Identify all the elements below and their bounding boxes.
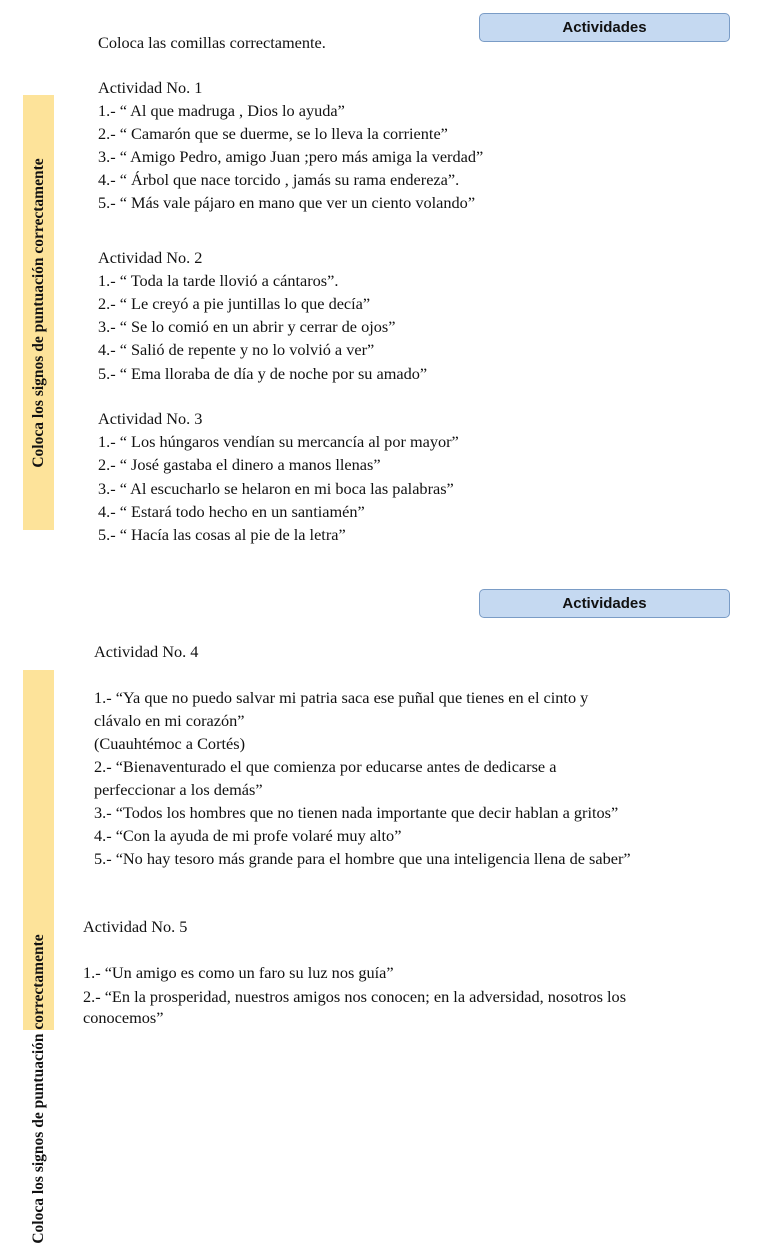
activity-item: 1.- “ Al que madruga , Dios lo ayuda” [98, 101, 345, 120]
activity-title: Actividad No. 1 [98, 78, 203, 97]
side-label-band [23, 95, 54, 530]
activity-item: 4.- “ Estará todo hecho en un santiamén” [98, 502, 365, 521]
activity-item: 3.- “ Al escucharlo se helaron en mi boca las palabras” [98, 479, 454, 498]
activity-title: Actividad No. 4 [94, 642, 199, 661]
activity-line: 1.- “Ya que no puedo salvar mi patria saca ese puñal que tienes en el cinto y [94, 688, 589, 707]
activity-item: 2.- “ Camarón que se duerme, se lo lleva la corriente” [98, 124, 448, 143]
side-label: Coloca los signos de puntuación correctamente [29, 934, 47, 1244]
activity-line: 3.- “Todos los hombres que no tienen nada importante que decir hablan a gritos” [94, 803, 619, 822]
activity-item: 4.- “ Salió de repente y no lo volvió a ver” [98, 340, 375, 359]
activity-line: (Cuauhtémoc a Cortés) [94, 734, 246, 753]
slide-2 [0, 575, 768, 1244]
activity-item: 5.- “ Ema lloraba de día y de noche por su amado” [98, 364, 428, 383]
activity-item: 3.- “ Amigo Pedro, amigo Juan ;pero más amiga la verdad” [98, 147, 484, 166]
activity-line: clávalo en mi corazón” [94, 711, 245, 730]
activities-header[interactable]: Actividades [479, 589, 730, 618]
intro-text: Coloca las comillas correctamente. [98, 33, 326, 52]
activity-line: conocemos” [83, 1008, 164, 1027]
activity-line: 5.- “No hay tesoro más grande para el hombre que una inteligencia llena de saber” [94, 849, 631, 868]
activity-item: 2.- “ José gastaba el dinero a manos llenas” [98, 455, 381, 474]
activity-item: 5.- “ Más vale pájaro en mano que ver un ciento volando” [98, 193, 476, 212]
activity-item: 4.- “ Árbol que nace torcido , jamás su rama endereza”. [98, 170, 460, 189]
activity-line: 4.- “Con la ayuda de mi profe volaré muy alto” [94, 826, 402, 845]
activity-item: 1.- “ Los húngaros vendían su mercancía al por mayor” [98, 432, 459, 451]
activity-title: Actividad No. 5 [83, 917, 188, 936]
activity-line: 2.- “En la prosperidad, nuestros amigos nos conocen; en la adversidad, nosotros los [83, 987, 627, 1006]
slide-1 [0, 0, 768, 575]
activity-item: 3.- “ Se lo comió en un abrir y cerrar de ojos” [98, 317, 396, 336]
activity-item: 2.- “ Le creyó a pie juntillas lo que decía” [98, 294, 371, 313]
activity-line: 1.- “Un amigo es como un faro su luz nos guía” [83, 963, 394, 982]
activity-title: Actividad No. 2 [98, 248, 203, 267]
activity-item: 1.- “ Toda la tarde llovió a cántaros”. [98, 271, 339, 290]
activities-header[interactable]: Actividades [479, 13, 730, 42]
activity-line: 2.- “Bienaventurado el que comienza por educarse antes de dedicarse a [94, 757, 557, 776]
side-label: Coloca los signos de puntuación correctamente [29, 157, 47, 468]
side-label-band [23, 670, 54, 1244]
activity-line: perfeccionar a los demás” [94, 780, 263, 799]
activity-item: 5.- “ Hacía las cosas al pie de la letra” [98, 525, 346, 544]
activity-title: Actividad No. 3 [98, 409, 203, 428]
